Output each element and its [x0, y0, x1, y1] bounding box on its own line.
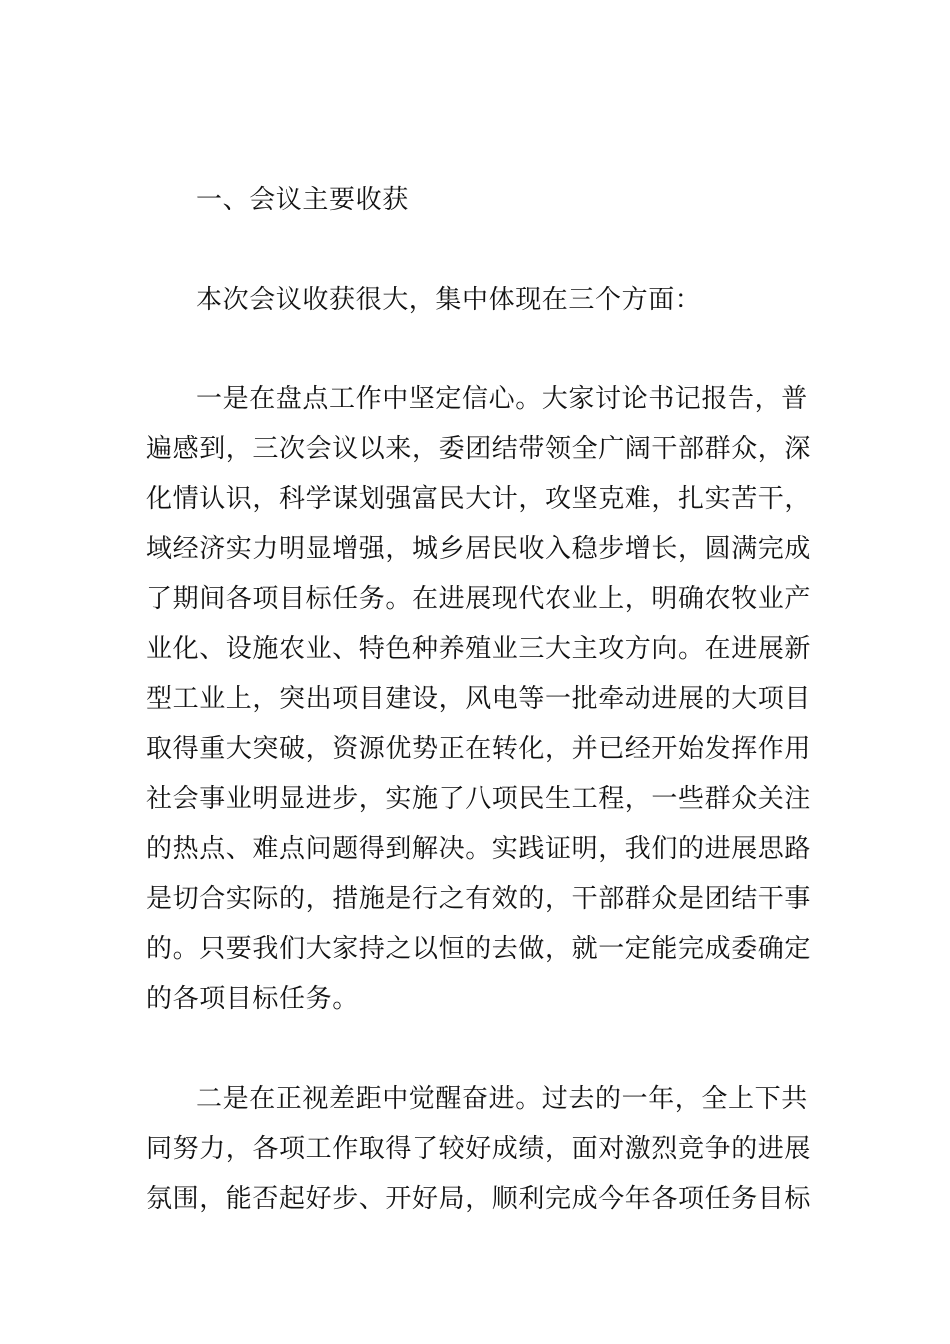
paragraph-line: 是切合实际的，措施是行之有效的，干部群众是团结干事: [146, 884, 812, 914]
paragraph-line: 域经济实力明显增强，城乡居民收入稳步增长，圆满完成: [146, 534, 812, 564]
paragraph-line: 一是在盘点工作中坚定信心。大家讨论书记报告，普: [196, 384, 808, 414]
paragraph-line: 了期间各项目标任务。在进展现代农业上，明确农牧业产: [146, 584, 812, 614]
paragraph-line: 的。只要我们大家持之以恒的去做，就一定能完成委确定: [146, 934, 812, 964]
paragraph-line: 型工业上，突出项目建设，风电等一批牵动进展的大项目: [146, 684, 812, 714]
paragraph-line: 的各项目标任务。: [146, 984, 359, 1014]
paragraph-line: 的热点、难点问题得到解决。实践证明，我们的进展思路: [146, 834, 812, 864]
paragraph-line: 业化、设施农业、特色种养殖业三大主攻方向。在进展新: [146, 634, 812, 664]
paragraph-line: 氛围，能否起好步、开好局，顺利完成今年各项任务目标: [146, 1184, 812, 1214]
intro-paragraph: 本次会议收获很大，集中体现在三个方面：: [196, 285, 702, 315]
paragraph-line: 社会事业明显进步，实施了八项民生工程，一些群众关注: [146, 784, 812, 814]
paragraph-line: 二是在正视差距中觉醒奋进。过去的一年，全上下共: [196, 1084, 808, 1114]
paragraph-line: 取得重大突破，资源优势正在转化，并已经开始发挥作用: [146, 734, 812, 764]
paragraph-line: 同努力，各项工作取得了较好成绩，面对激烈竞争的进展: [146, 1134, 812, 1164]
paragraph-line: 化情认识，科学谋划强富民大计，攻坚克难，扎实苦干，: [146, 484, 812, 514]
paragraph-line: 遍感到，三次会议以来，委团结带领全广阔干部群众，深: [146, 434, 812, 464]
section-heading: 一、会议主要收获: [196, 185, 409, 215]
